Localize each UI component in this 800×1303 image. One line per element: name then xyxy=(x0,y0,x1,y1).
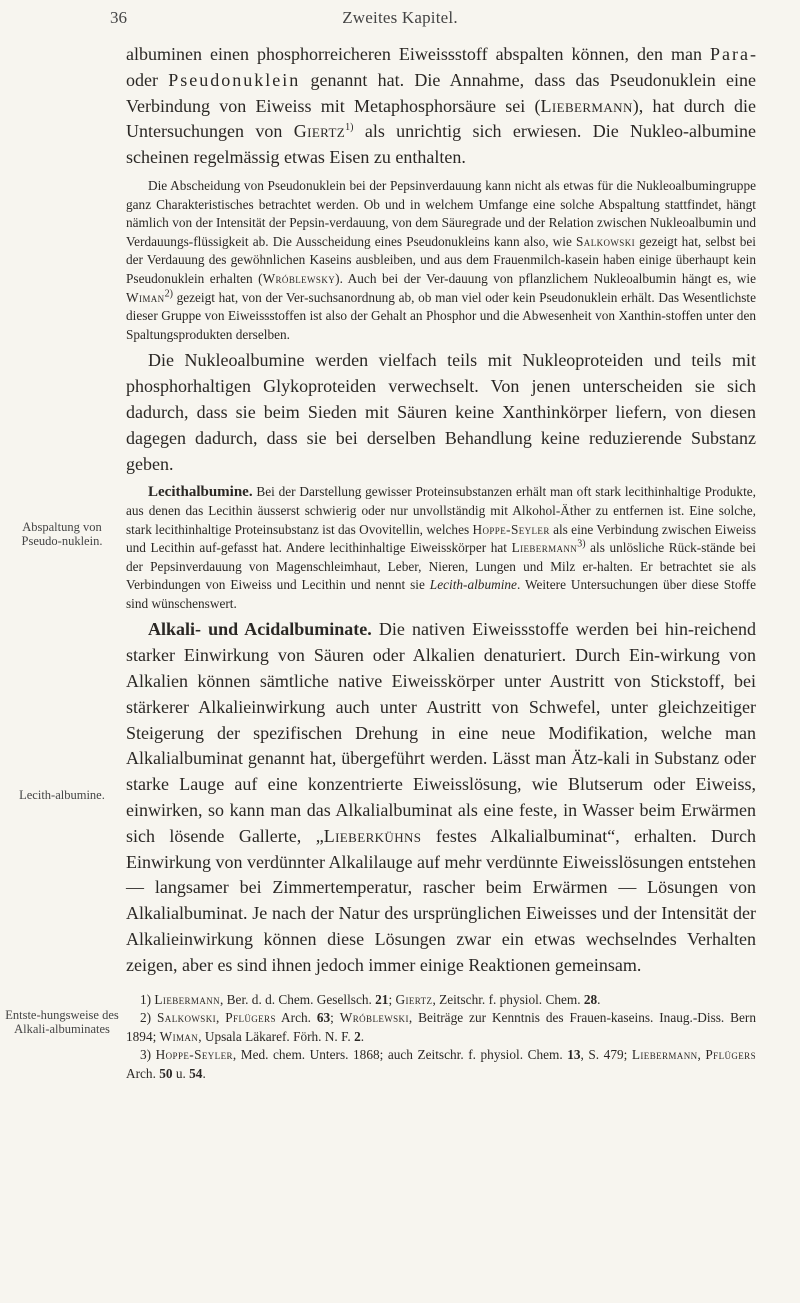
footnotes xyxy=(126,991,756,1084)
page-header xyxy=(0,6,800,32)
running-head: Zweites Kapitel. xyxy=(342,8,458,27)
sidenote-abspaltung: Abspaltung von Pseudo-nuklein. xyxy=(21,520,103,548)
sidenote-entstehung: Entste-hungsweise des Alkali-albuminates xyxy=(5,1008,119,1036)
footnote-3: 3) Hoppe-Seyler, Med. chem. Unters. 1868; auch Zeitschr. f. physiol. Chem. 13, S. 479; Liebermann, Pflügers Arch. 50 u. 54. xyxy=(126,1047,756,1081)
paragraph-nukleoalbumin-intro: albuminen einen phosphorreicheren Eiweissstoff abspalten können, den man Para- oder Pseudonuklein genannt hat. Die Annahme, dass das Pseudonuklein eine Verbindung von Eiweiss mit Metaphosphorsäure sei (Liebermann), hat durch die Untersuchungen von Giertz$^{1)}$ als unrichtig sich erwiesen. Die Nukleo-albumine scheinen regelmässig etwas Eisen zu enthalten. xyxy=(126,44,757,168)
page-number: 36 xyxy=(110,8,127,27)
paragraph-pseudonuklein-detail: Die Abscheidung von Pseudonuklein bei der Pepsinverdauung kann nicht als etwas für die Nukleoalbumingruppe ganz Charakteristisches betrachtet werden. Ob und in welchem Umfange eine solche Abspaltung stattfindet, hängt nämlich von der Intensität der Pepsin-verdauung, von dem Säuregrade und der Relation zwischen Nukleoalbumin und Verdauungs-flüssigkeit ab. Die Ausscheidung eines Pseudonukleins kann also, wie Salkowski gezeigt hat, selbst bei der Verdauung des gewöhnlichen Kaseins ausbleiben, und aus dem Frauenmilch-kasein haben einige überhaupt kein Pseudonuklein erhalten (Wróblewsky). Auch bei der Ver-dauung von pflanzlichem Nukleoalbumin hängt es, wie Wiman$^{2)}$ gezeigt hat, von der Ver-suchsanordnung ab, ob man viel oder kein Pseudonuklein erhält. Das Wesentlichste dieser Gruppe von Eiweissstoffen ist also der Gehalt an Phosphor und die Abwesenheit von Xanthin-stoffen unter den Spaltungsprodukten derselben. xyxy=(126,177,756,342)
paragraph-nukleoalbumine-verwechselt: Die Nukleoalbumine werden vielfach teils mit Nukleoproteiden und teils mit phosphorhaltigen Glykoproteiden verwechselt. Von jenen unterscheiden sie sich dadurch, dass sie beim Sieden mit Säuren keine Xanthinkörper liefern, von diesen dagegen dadurch, dass sie bei derselben Behandlung keine reduzierende Substanz geben. xyxy=(126,350,756,474)
paragraph-lecithalbumine: Lecithalbumine. Bei der Darstellung gewisser Proteinsubstanzen erhält man oft stark lecithinhaltige Produkte, aus denen das Lecithin äusserst schwierig oder nur unvollständig mit Alkohol-Äther zu entfernen ist. Eine solche, stark lecithinhaltige Proteinsubstanz ist das Ovovitellin, welches Hoppe-Seyler als eine Verbindung zwischen Eiweiss und Lecithin auf-gefasst hat. Andere lecithinhaltige Eiweisskörper hat Liebermann$^{3)}$ als unlösliche Rück-stände bei der Pepsinverdauung von Magenschleimhaut, Leber, Nieren, Lungen und Milz er-halten. Er betrachtet sie als Verbindungen von Eiweiss und Lecithin und nennt sie Lecith-albumine. Weitere Untersuchungen über diese Stoffe sind wünschenswert. xyxy=(126,484,757,611)
footnote-1: 1) Liebermann, Ber. d. d. Chem. Gesellsch. 21; Giertz, Zeitschr. f. physiol. Chem. 28. xyxy=(140,991,601,1007)
main-text xyxy=(126,42,756,1084)
heading-alkalialbuminate: Alkali- und Acidalbuminate. xyxy=(148,619,372,640)
paragraph-alkalialbuminate: Alkali- und Acidalbuminate. Die nativen Eiweissstoffe werden bei hin-reichend starker Einwirkung von Säuren oder Alkalien denaturiert. Durch Ein-wirkung von Alkalien können sämtliche native Eiweisskörper unter Austritt von Stickstoff, bei stärkerer Alkalieinwirkung auch unter Austritt von Schwefel, unter gleichzeitiger Steigerung der spezifischen Drehung in eine neue Modifikation, welche man Alkalialbuminat genannt hat, übergeführt werden. Lässt man Ätz-kali in Substanz oder starke Lauge auf eine konzentrierte Eiweisslösung, wie Blutserum oder Eiweiss, einwirken, so kann man das Alkalialbuminat als eine feste, in Wasser beim Erwärmen sich lösende Gallerte, „Lieberkühns festes Alkalialbuminat“, erhalten. Durch Einwirkung von verdünnter Alkalilauge auf mehr verdünnte Eiweisslösungen entstehen — langsamer bei Zimmertemperatur, rascher beim Erwärmen — Lösungen von Alkalialbuminat. Je nach der Natur des ursprünglichen Eiweisses und der Intensität der Alkalieinwirkung können diese Lösungen zwar ein etwas wechselndes Verhalten zeigen, aber es sind ihnen jedoch immer einige Reaktionen gemeinsam. xyxy=(126,619,756,975)
footnote-2: 2) Salkowski, Pflügers Arch. 63; Wróblewski, Beiträge zur Kenntnis des Frauen-kaseins. Inaug.-Diss. Bern 1894; Wiman, Upsala Läkaref. Förh. N. F. 2. xyxy=(126,1010,757,1044)
heading-lecithalbumine: Lecithalbumine. xyxy=(148,484,253,501)
sidenote-lecithalbumine: Lecith-albumine. xyxy=(19,788,105,802)
